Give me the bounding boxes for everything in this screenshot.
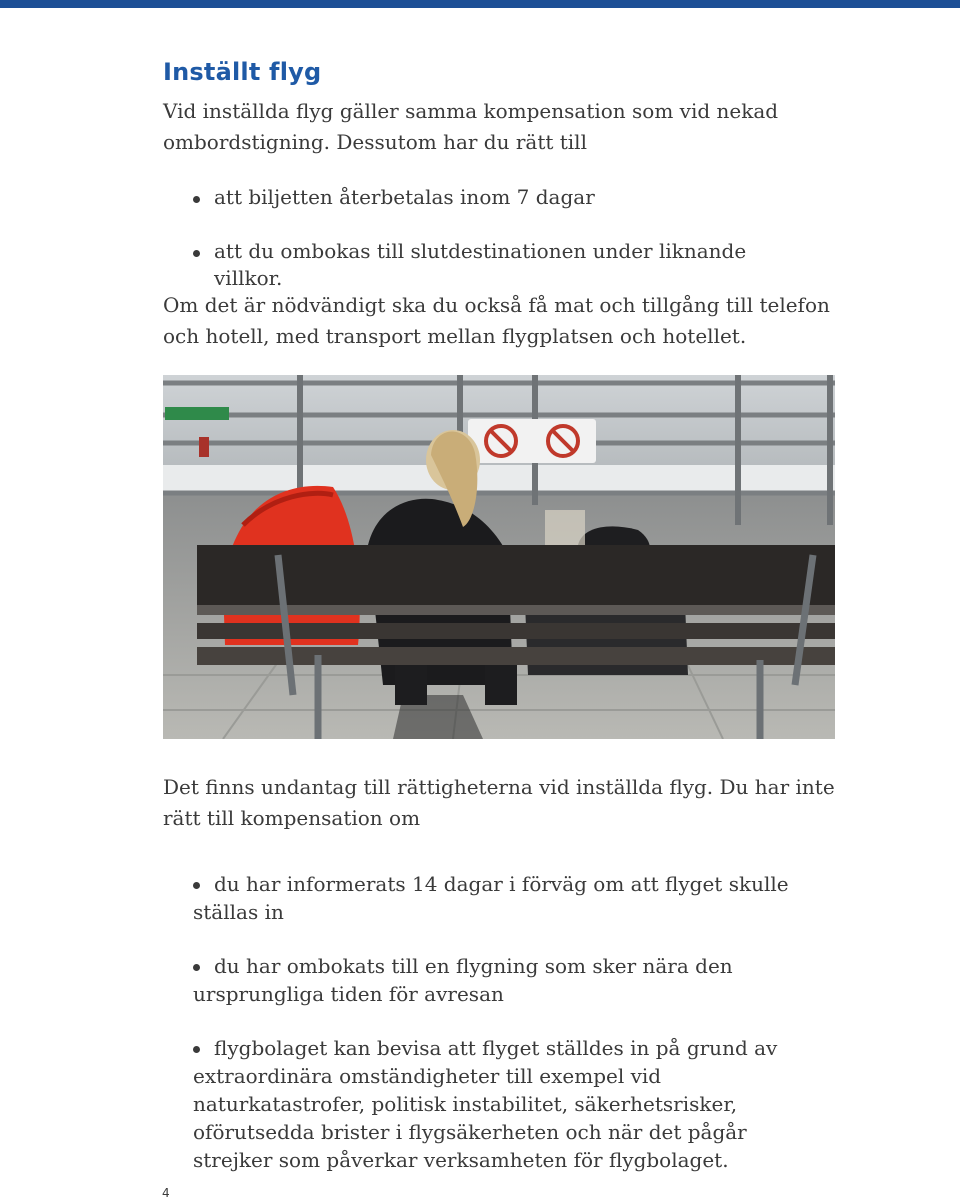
exceptions-intro-paragraph: Det finns undantag till rättigheterna vid inställda flyg. Du har inte rätt till kompensation om — [163, 775, 835, 830]
intro-paragraph: Vid inställda flyg gäller samma kompensation som vid nekad ombordstigning. Dessutom har du rätt till — [163, 99, 779, 154]
bullet-icon — [193, 882, 200, 889]
section-heading: Inställt flyg — [163, 58, 322, 86]
bullet-icon — [193, 196, 200, 203]
list-item: du har ombokats till en flygning som sker nära den ursprungliga tiden för avresan — [193, 954, 733, 1006]
list-item: du har informerats 14 dagar i förväg om att flyget skulle ställas in — [193, 872, 789, 924]
list-item: att du ombokas till slutdestinationen under liknande villkor. — [193, 238, 813, 292]
top-accent-bar — [0, 0, 960, 8]
page-number: 4 — [162, 1186, 170, 1200]
exceptions-list — [193, 870, 813, 1200]
extra-paragraph: Om det är nödvändigt ska du också få mat och tillgång till telefon och hotell, med transport mellan flygplatsen och hotellet. — [163, 293, 830, 348]
list-item: att biljetten återbetalas inom 7 dagar — [193, 184, 813, 211]
bullet-icon — [193, 250, 200, 257]
photo-woman-on-bench — [163, 375, 835, 739]
bullet-icon — [193, 964, 200, 971]
list-item: flygbolaget kan bevisa att flyget ställdes in på grund av extraordinära omständigheter till exempel vid naturkatastrofer, politisk instabilitet, säkerhetsrisker, oförutsedda brister i flygsäkerheten och när det pågår strejker som påverkar verksamheten för flygbolaget. — [193, 1036, 778, 1172]
bullet-icon — [193, 1046, 200, 1053]
